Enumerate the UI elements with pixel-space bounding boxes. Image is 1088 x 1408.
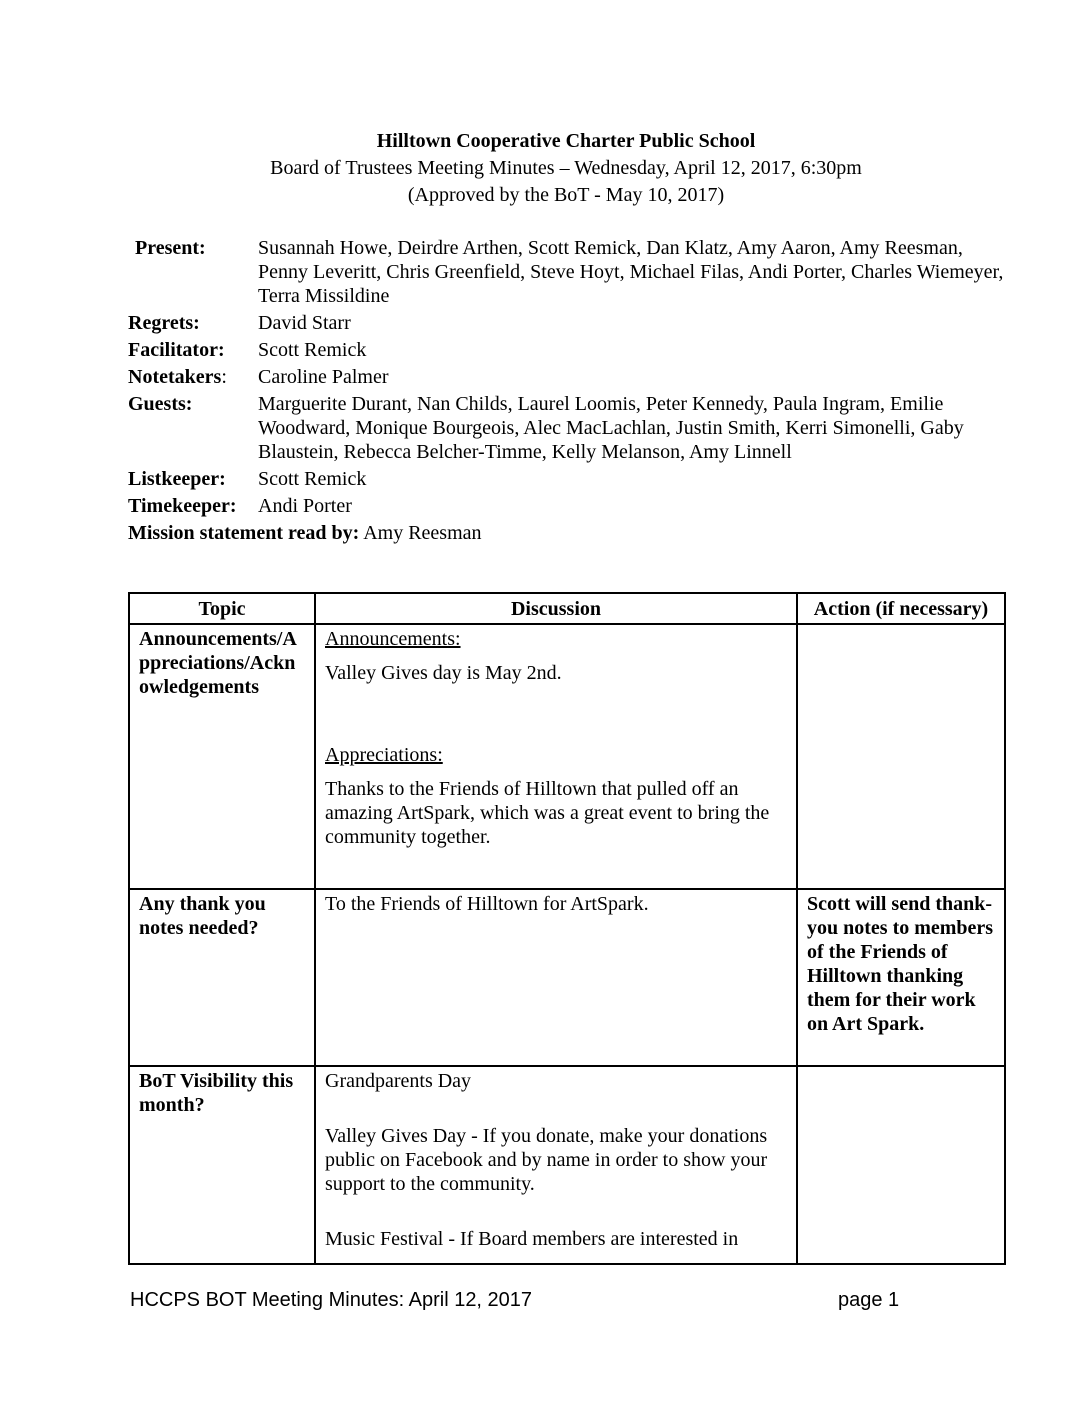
action-cell (797, 1066, 1005, 1264)
appreciations-text: Thanks to the Friends of Hilltown that pulled off an amazing ArtSpark, which was a great event to bring the community together. (325, 778, 770, 848)
table-header-row (129, 593, 1005, 624)
attendance-row-present (128, 236, 1004, 308)
column-header-action: Action (if necessary) (797, 593, 1005, 624)
column-header-discussion: Discussion (315, 593, 797, 624)
listkeeper-value: Scott Remick (258, 468, 367, 490)
attendance-row-facilitator (128, 338, 1004, 362)
thankyou-discussion-text: To the Friends of Hilltown for ArtSpark. (325, 893, 649, 915)
attendance-row-timekeeper (128, 494, 1004, 518)
facilitator-label: Facilitator: (128, 339, 225, 361)
appreciations-heading: Appreciations: (325, 744, 443, 766)
action-cell: Scott will send thank-you notes to members of the Friends of Hilltown thanking them for their work on Art Spark. (797, 889, 1005, 1066)
page-footer (130, 1288, 1030, 1312)
valley-gives-day-text: Valley Gives Day - If you donate, make your donations public on Facebook and by name in order to show your support to the community. (325, 1125, 768, 1195)
action-cell (797, 624, 1005, 889)
minutes-table (128, 592, 1006, 1265)
table-row-announcements (129, 624, 1005, 889)
present-label: Present: (135, 237, 206, 259)
present-line: Penny Leveritt, Chris Greenfield, Steve Hoyt, Michael Filas, Andi Porter, Charles Wiemeyer, (258, 261, 1004, 283)
present-line: Susannah Howe, Deirdre Arthen, Scott Remick, Dan Klatz, Amy Aaron, Amy Reesman, (258, 237, 963, 259)
regrets-label: Regrets: (128, 312, 200, 334)
attendance-row-listkeeper (128, 467, 1004, 491)
notetakers-label-colon: : (221, 366, 227, 388)
page-number: page 1 (838, 1289, 900, 1311)
present-names (258, 236, 1004, 308)
listkeeper-label: Listkeeper: (128, 468, 226, 490)
timekeeper-value: Andi Porter (258, 495, 352, 517)
notetakers-label-text: Notetakers (128, 366, 222, 388)
facilitator-value: Scott Remick (258, 339, 367, 361)
topic-cell: BoT Visibility this month? (129, 1066, 315, 1264)
table-row-thank-you-notes (129, 889, 1005, 1066)
discussion-cell (315, 1066, 797, 1264)
mission-label: Mission statement read by: (128, 522, 360, 544)
guests-line: Woodward, Monique Bourgeois, Alec MacLachlan, Justin Smith, Kerri Simonelli, Gaby (258, 417, 964, 439)
regrets-value: David Starr (258, 312, 351, 334)
notetakers-value: Caroline Palmer (258, 366, 389, 388)
document-header (128, 128, 1004, 209)
music-festival-text: Music Festival - If Board members are interested in (325, 1228, 739, 1250)
approval-note: (Approved by the BoT - May 10, 2017) (407, 184, 725, 206)
topic-cell: Announcements/Appreciations/Acknowledgements (129, 624, 315, 889)
guests-line: Blaustein, Rebecca Belcher-Timme, Kelly Melanson, Amy Linnell (258, 441, 792, 463)
guests-line: Marguerite Durant, Nan Childs, Laurel Loomis, Peter Kennedy, Paula Ingram, Emilie (258, 393, 944, 415)
timekeeper-label: Timekeeper: (128, 495, 237, 517)
guests-label: Guests: (128, 393, 193, 415)
guests-names (258, 392, 1004, 464)
table-row-bot-visibility (129, 1066, 1005, 1264)
attendance-row-regrets (128, 311, 1004, 335)
mission-value: Amy Reesman (363, 522, 482, 544)
page-title: Hilltown Cooperative Charter Public School (376, 130, 756, 152)
topic-cell: Any thank you notes needed? (129, 889, 315, 1066)
attendance-block (128, 236, 1004, 545)
grandparents-day-text: Grandparents Day (325, 1070, 472, 1092)
notetakers-label (128, 365, 258, 389)
announcements-heading: Announcements: (325, 628, 461, 650)
attendance-row-guests (128, 392, 1004, 464)
announcements-text: Valley Gives day is May 2nd. (325, 662, 562, 684)
footer-left-text: HCCPS BOT Meeting Minutes: April 12, 2017 (130, 1289, 533, 1311)
present-line: Terra Missildine (258, 285, 390, 307)
discussion-cell (315, 624, 797, 889)
column-header-topic: Topic (129, 593, 315, 624)
meeting-subtitle: Board of Trustees Meeting Minutes – Wednesday, April 12, 2017, 6:30pm (270, 157, 862, 179)
attendance-row-mission (128, 521, 1004, 545)
attendance-row-notetakers (128, 365, 1004, 389)
discussion-cell (315, 889, 797, 1066)
page-content (128, 128, 1004, 1265)
